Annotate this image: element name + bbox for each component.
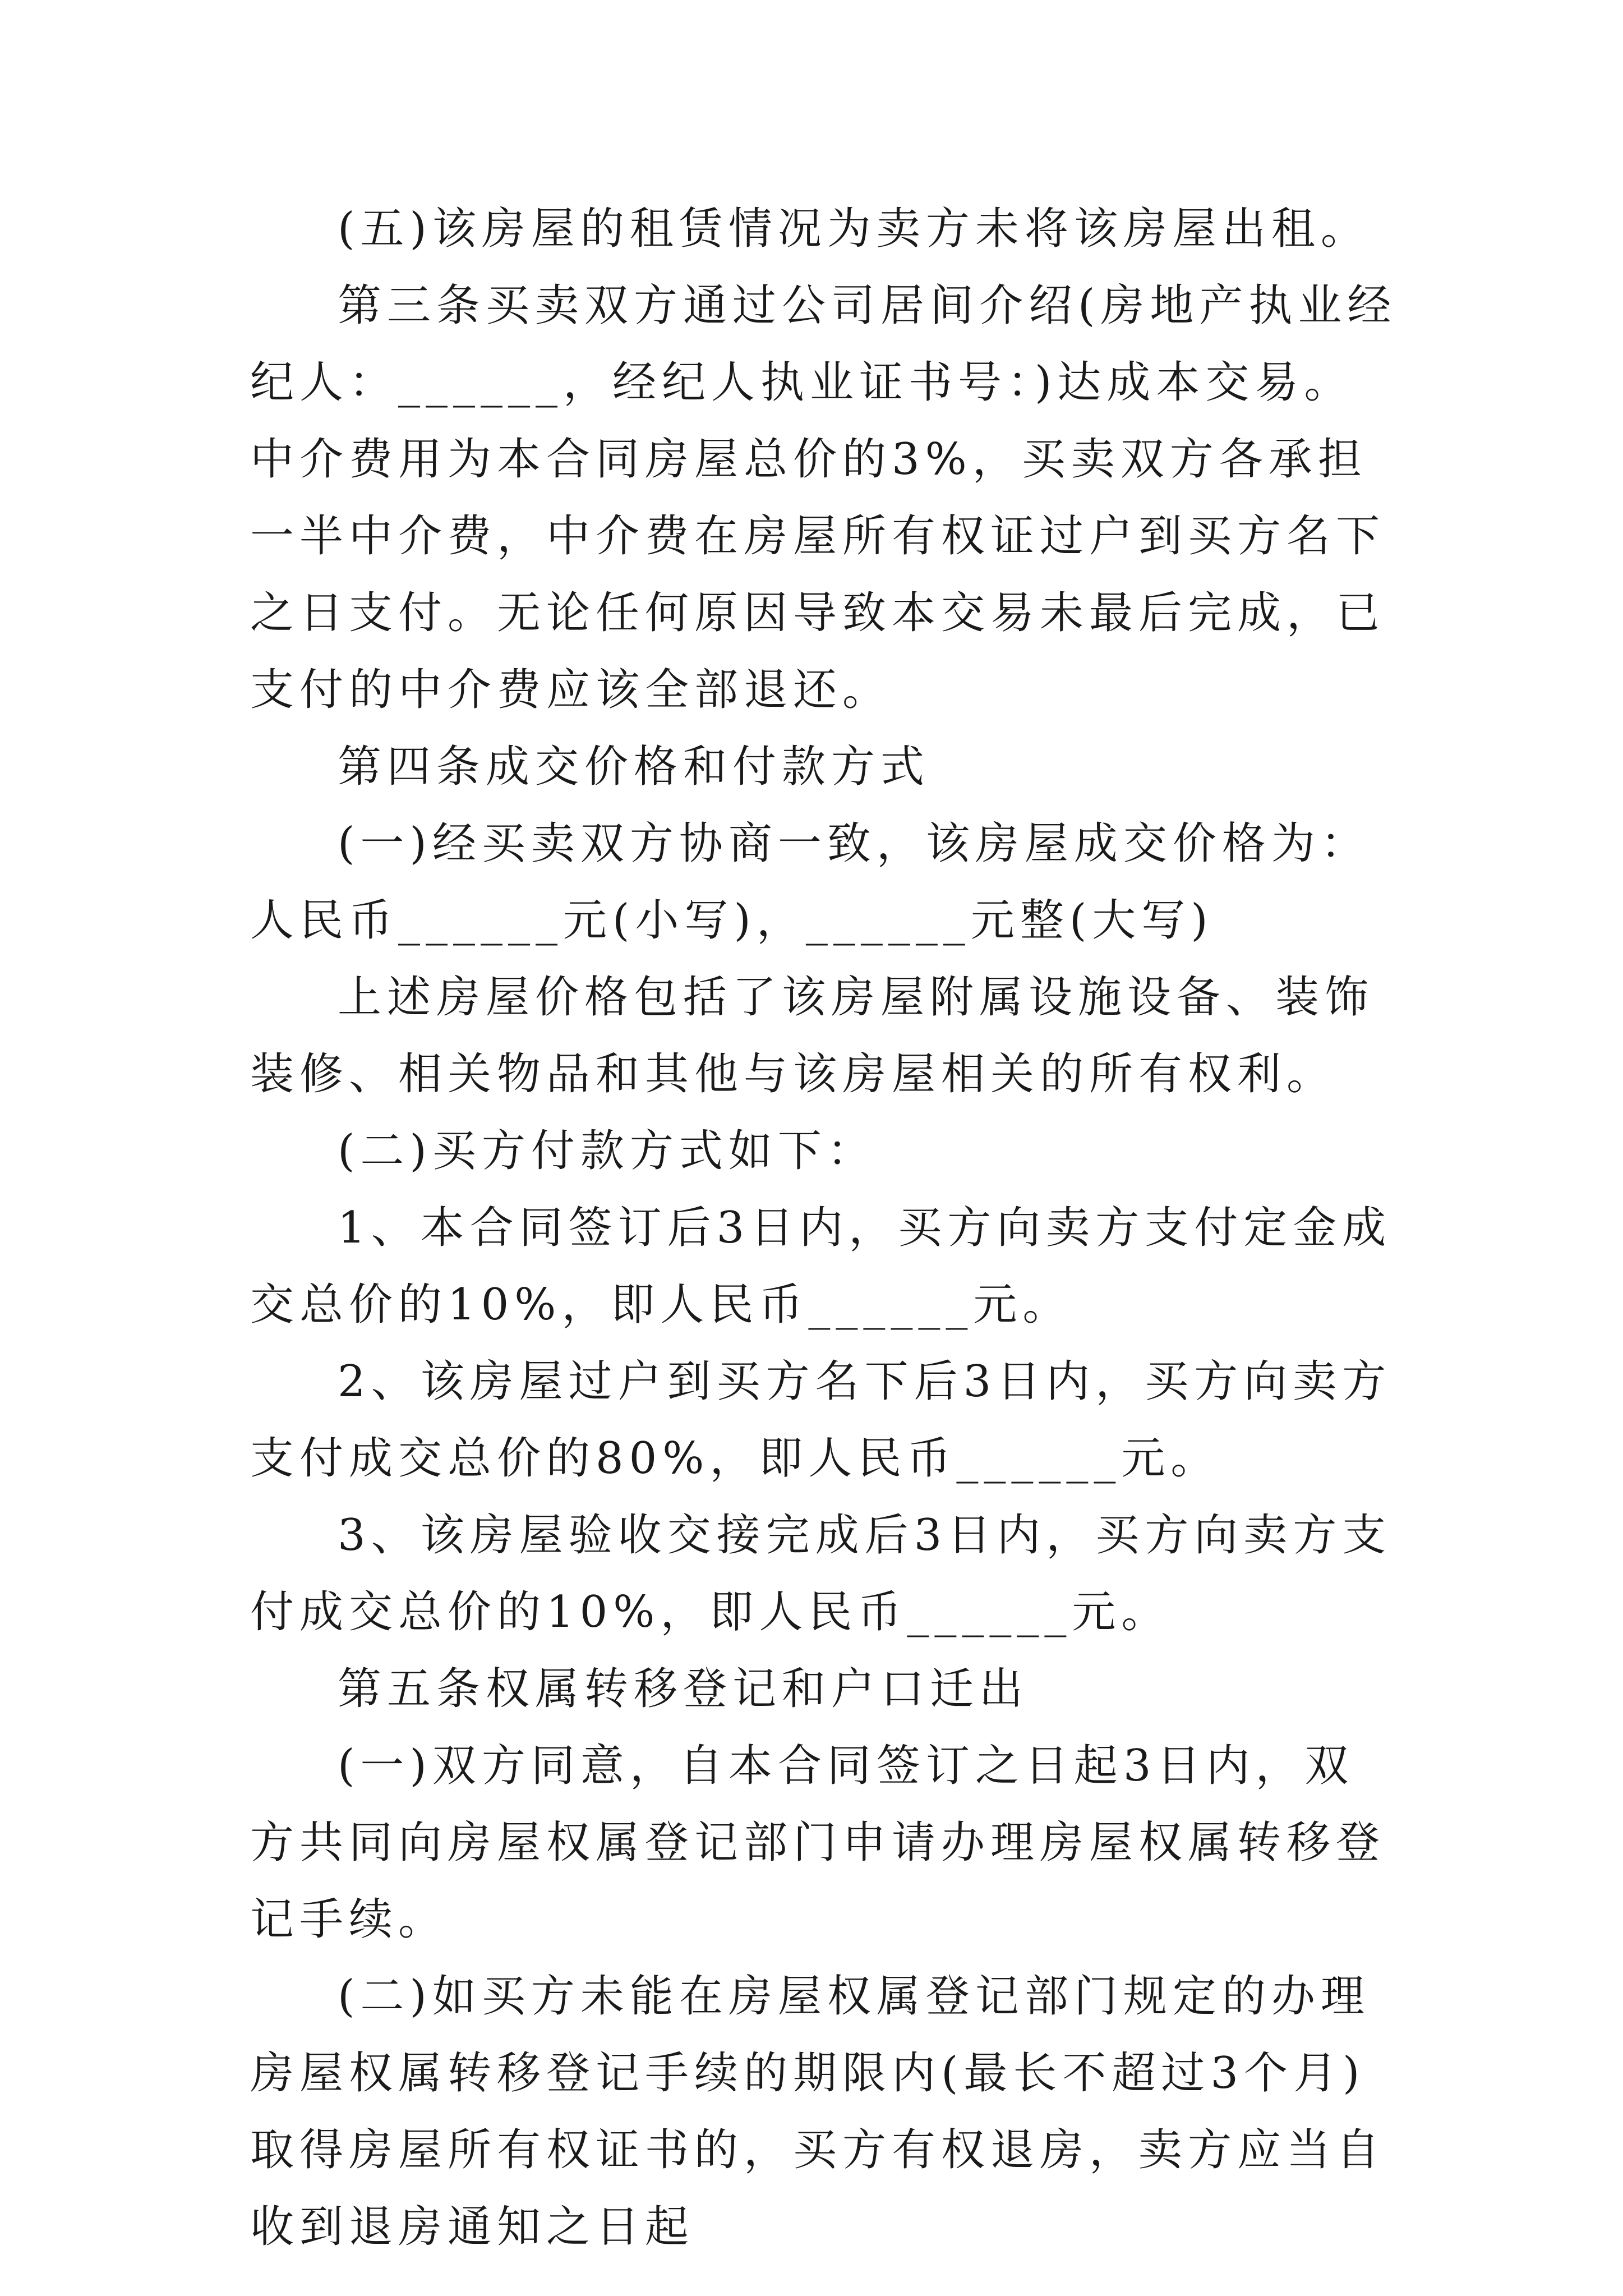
paragraph-price-includes: 上述房屋价格包括了该房屋附属设施设备、装饰装修、相关物品和其他与该房屋相关的所有权利。	[250, 972, 1375, 1099]
paragraph-lease-status: (五)该房屋的租赁情况为卖方未将该房屋出租。	[338, 204, 1370, 254]
paragraph-payment-2: 2、该房屋过户到买方名下后3日内，买方向卖方支付成交总价的80%，即人民币______元。	[250, 1356, 1392, 1484]
paragraph-article-3-agency: 第三条买卖双方通过公司居间介绍(房地产执业经纪人：______，经纪人执业证书号：)达成本交易。中介费用为本合同房屋总价的3%，买卖双方各承担一半中介费，中介费在房屋所有权证过户到买方名下之日支付。无论任何原因导致本交易未最后完成，已支付的中介费应该全部退还。	[250, 280, 1397, 715]
paragraph-payment-method: (二)买方付款方式如下：	[338, 1126, 877, 1176]
paragraph-refund-right: (二)如买方未能在房屋权属登记部门规定的办理房屋权属转移登记手续的期限内(最长不超过3个月)取得房屋所有权证书的，买方有权退房，卖方应当自收到退房通知之日起	[250, 1971, 1386, 2252]
paragraph-price: (一)经买卖双方协商一致，该房屋成交价格为：人民币______元(小写)，______元整(大写)	[250, 818, 1370, 946]
heading-article-5: 第五条权属转移登记和户口迁出	[338, 1664, 1029, 1714]
paragraph-payment-1: 1、本合同签订后3日内，买方向卖方支付定金成交总价的10%，即人民币______元。	[250, 1203, 1392, 1330]
heading-article-4: 第四条成交价格和付款方式	[338, 742, 930, 792]
contract-body	[250, 191, 1400, 2266]
paragraph-registration: (一)双方同意，自本合同签订之日起3日内，双方共同向房屋权属登记部门申请办理房屋权属转移登记手续。	[250, 1741, 1386, 1945]
paragraph-payment-3: 3、该房屋验收交接完成后3日内，买方向卖方支付成交总价的10%，即人民币______元。	[250, 1510, 1392, 1637]
